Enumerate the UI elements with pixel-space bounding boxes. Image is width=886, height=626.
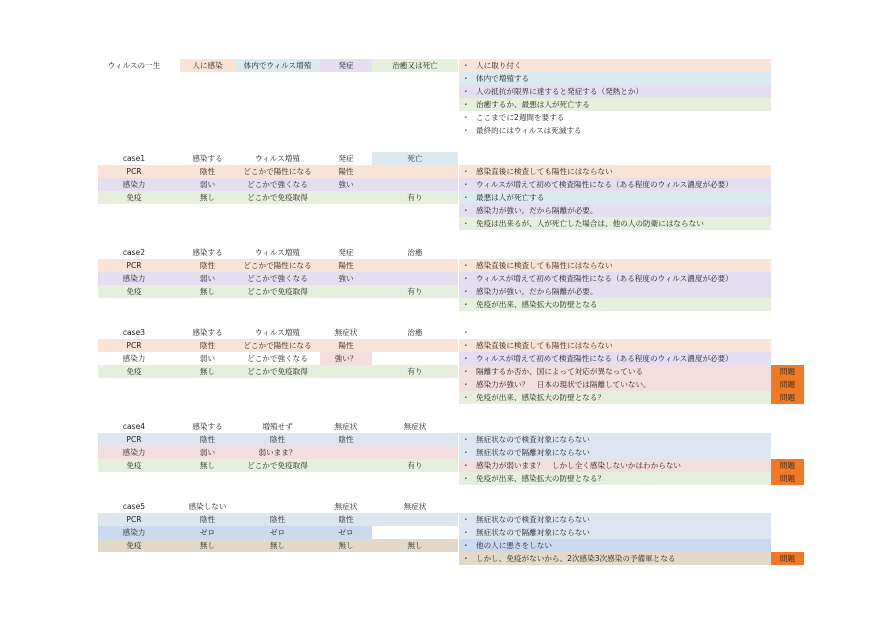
note-text: ここまでに2週間を要する xyxy=(476,113,565,122)
bullet: ・ xyxy=(462,261,470,270)
table-cell: ゼロ xyxy=(199,528,216,537)
row-label-pcr: PCR xyxy=(126,261,142,270)
lifecycle-note xyxy=(459,111,771,124)
note-text: 感染直後に検査しても陽性にはならない xyxy=(476,261,613,270)
note-text: ウィルスが増えて初めて検査陽性になる（ある程度のウィルス濃度が必要） xyxy=(476,180,733,189)
table-cell: 強い？ xyxy=(320,352,372,365)
case-note xyxy=(459,513,771,526)
bullet: ・ xyxy=(462,380,470,389)
table-cell: 弱い xyxy=(199,180,216,189)
note-text: 無症状なので隔離対象にならない xyxy=(476,448,590,457)
bullet: ・ xyxy=(462,87,470,96)
case-header: 無症状 xyxy=(334,502,358,511)
note-text: 最悪は人が死亡する xyxy=(476,193,545,202)
table-cell: 陽性 xyxy=(338,167,354,176)
table-cell: どこかで強くなる xyxy=(247,180,308,189)
note-text: 無症状なので検査対象にならない xyxy=(476,435,590,444)
table-cell: どこかで強くなる xyxy=(247,274,308,283)
row-label-pcr: PCR xyxy=(126,167,142,176)
table-cell: どこかで免疫取得 xyxy=(247,367,308,376)
case-header: 感染しない xyxy=(188,502,227,511)
table-cell: 無し xyxy=(199,287,216,296)
case-header: 感染する xyxy=(192,154,223,163)
case-header: 発症 xyxy=(338,154,354,163)
case-header: 増殖せず xyxy=(262,422,293,431)
row-label-immunity: 免疫 xyxy=(126,287,142,296)
note-text: 免疫が出来、感染拡大の防壁となる？ xyxy=(476,474,606,483)
case-header: ウィルス増殖 xyxy=(255,328,300,337)
stage-outcome: 治癒又は死亡 xyxy=(372,59,458,72)
row-label-pcr: PCR xyxy=(126,435,142,444)
table-cell: どこかで強くなる xyxy=(247,354,308,363)
table-cell: どこかで陽性になる xyxy=(243,341,312,350)
case-note xyxy=(459,165,771,178)
problem-flag: 問題 xyxy=(771,378,804,391)
bullet: ・ xyxy=(462,113,470,122)
bullet: ・ xyxy=(462,393,470,402)
table-cell: 陰性 xyxy=(338,435,354,444)
table-cell: 無し xyxy=(199,541,216,550)
note-text: ウィルスが増えて初めて検査陽性になる（ある程度のウィルス濃度が必要） xyxy=(476,274,733,283)
case-note xyxy=(459,433,771,446)
bullet: ・ xyxy=(462,180,470,189)
table-cell: 無し xyxy=(338,541,354,550)
case-header: 感染する xyxy=(192,248,223,257)
case-header: 感染する xyxy=(192,328,223,337)
table-cell: 陰性 xyxy=(199,515,216,524)
row-label-pcr: PCR xyxy=(126,341,142,350)
case-title: case3 xyxy=(122,328,146,337)
table-cell: どこかで免疫取得 xyxy=(247,287,308,296)
stage-replication: 体内でウィルス増殖 xyxy=(235,59,320,72)
table-cell: 弱い xyxy=(199,354,216,363)
bullet: ・ xyxy=(462,219,470,228)
table-cell: 陰性 xyxy=(199,341,216,350)
row-label-infectivity: 感染力 xyxy=(122,448,146,457)
case-note xyxy=(459,391,771,404)
bullet: ・ xyxy=(462,300,470,309)
stage-onset: 発症 xyxy=(320,59,372,72)
table-cell: どこかで免疫取得 xyxy=(247,193,308,202)
lifecycle-note xyxy=(459,98,771,111)
case-note xyxy=(459,446,771,459)
case-header: 無症状 xyxy=(403,422,427,431)
table-cell: 弱い xyxy=(199,448,216,457)
note-text: 他の人に悪さをしない xyxy=(476,541,552,550)
bullet: ・ xyxy=(462,100,470,109)
bullet: ・ xyxy=(462,167,470,176)
case-note xyxy=(459,378,771,391)
case-note xyxy=(459,259,771,272)
note-text: 感染直後に検査しても陽性にはならない xyxy=(476,167,613,176)
case-note xyxy=(459,472,771,485)
note-text: 治癒するか、最悪は人が死亡する xyxy=(476,100,590,109)
note-text: 無症状なので隔離対象にならない xyxy=(476,528,590,537)
note-text: 免疫が出来、感染拡大の防壁となる xyxy=(476,300,598,309)
note-text: 人に取り付く xyxy=(476,61,522,70)
case-note xyxy=(459,539,771,552)
note-text: 最終的にはウィルスは死滅する xyxy=(476,126,582,135)
bullet: ・ xyxy=(462,554,470,563)
problem-flag: 問題 xyxy=(771,459,804,472)
table-cell: ゼロ xyxy=(338,528,354,537)
note-text: 免疫が出来、感染拡大の防壁となる？ xyxy=(476,393,606,402)
bullet: ・ xyxy=(462,61,470,70)
bullet: ・ xyxy=(462,341,470,350)
note-text: 体内で増殖する xyxy=(476,74,530,83)
row-label-infectivity: 感染力 xyxy=(122,180,146,189)
note-text: 人の抵抗が限界に達すると発症する（発熱とか） xyxy=(476,87,644,96)
table-cell: 陰性 xyxy=(199,435,216,444)
row-label-immunity: 免疫 xyxy=(126,541,142,550)
problem-flag: 問題 xyxy=(771,365,804,378)
case-note xyxy=(459,217,771,230)
table-cell: 陽性 xyxy=(338,341,354,350)
bullet: ・ xyxy=(462,461,470,470)
table-cell: 有り xyxy=(407,461,423,470)
note-text: 感染力が強い？ 日本の現状では隔離していない。 xyxy=(476,380,651,389)
row-label-pcr: PCR xyxy=(126,515,142,524)
row-label-infectivity: 感染力 xyxy=(122,354,146,363)
case-note xyxy=(459,526,771,539)
case-title: case4 xyxy=(122,422,146,431)
note-text: 隔離するか否か、国によって対応が異なっている xyxy=(476,367,644,376)
bullet: ・ xyxy=(462,287,470,296)
table-cell: 有り xyxy=(407,287,423,296)
table-cell: 無し xyxy=(407,541,423,550)
case-note xyxy=(459,552,771,565)
table-cell: どこかで陽性になる xyxy=(243,261,312,270)
table-cell: 無し xyxy=(199,193,216,202)
case-header: ウィルス増殖 xyxy=(255,248,300,257)
case-note xyxy=(459,339,771,352)
table-cell: 有り xyxy=(407,367,423,376)
bullet: ・ xyxy=(462,274,470,283)
table-cell: 有り xyxy=(407,193,423,202)
row-label-infectivity: 感染力 xyxy=(122,528,146,537)
bullet: ・ xyxy=(462,435,470,444)
lifecycle-note xyxy=(459,72,771,85)
case-note xyxy=(459,204,771,217)
table-cell: 陰性 xyxy=(199,261,216,270)
table-cell: どこかで陽性になる xyxy=(243,167,312,176)
table-cell: 弱いまま？ xyxy=(258,448,297,457)
table-cell: 陰性 xyxy=(269,515,286,524)
problem-flag: 問題 xyxy=(771,472,804,485)
problem-flag: 問題 xyxy=(771,391,804,404)
bullet: ・ xyxy=(462,474,470,483)
case-note xyxy=(459,365,771,378)
note-text: 感染直後に検査しても陽性にはならない xyxy=(476,341,613,350)
table-cell: 陰性 xyxy=(338,515,354,524)
case-note xyxy=(459,272,771,285)
bullet: ・ xyxy=(462,448,470,457)
case-header: 治癒 xyxy=(407,248,423,257)
case-note xyxy=(459,459,771,472)
case-header: 治癒 xyxy=(407,328,423,337)
bullet: ・ xyxy=(462,206,470,215)
case-header: ウィルス増殖 xyxy=(255,154,300,163)
lifecycle-note xyxy=(459,124,771,137)
case-header: 無症状 xyxy=(334,422,358,431)
note-text: 免疫は出来るが、人が死亡した場合は、他の人の防衛にはならない xyxy=(476,219,704,228)
lifecycle-label: ウィルスの一生 xyxy=(107,61,161,70)
case-note xyxy=(459,352,771,365)
table-cell: どこかで免疫取得 xyxy=(247,461,308,470)
note-text: ウィルスが増えて初めて検査陽性になる（ある程度のウィルス濃度が必要） xyxy=(476,354,733,363)
case-note xyxy=(459,285,771,298)
note-text: 感染力が強い。だから隔離が必要。 xyxy=(476,287,598,296)
table-cell: ゼロ xyxy=(269,528,286,537)
case-header: 感染する xyxy=(192,422,223,431)
note-text: 無症状なので検査対象にならない xyxy=(476,515,590,524)
bullet: ・ xyxy=(462,126,470,135)
note-text: 感染力が弱いまま？ しかし全く感染しないかはわからない xyxy=(476,461,682,470)
table-cell: 陰性 xyxy=(199,167,216,176)
case-title: case5 xyxy=(122,502,146,511)
case-note xyxy=(459,191,771,204)
table-cell: 無し xyxy=(199,461,216,470)
note-text: 感染力が強い。だから隔離が必要。 xyxy=(476,206,598,215)
case-header: 発症 xyxy=(338,248,354,257)
lifecycle-note xyxy=(459,85,771,98)
case-title: case1 xyxy=(122,154,146,163)
case-header: 死亡 xyxy=(372,152,458,165)
row-label-immunity: 免疫 xyxy=(126,193,142,202)
row-label-infectivity: 感染力 xyxy=(122,274,146,283)
case-title: case2 xyxy=(122,248,146,257)
bullet: ・ xyxy=(462,515,470,524)
bullet: ・ xyxy=(462,74,470,83)
stage-infection: 人に感染 xyxy=(180,59,235,72)
empty-bullet xyxy=(459,326,499,339)
table-cell: 強い xyxy=(338,180,354,189)
table-cell: 陰性 xyxy=(269,435,286,444)
table-cell: 弱い xyxy=(199,274,216,283)
note-text: しかし、免疫がないから、2次感染3次感染の予備軍となる xyxy=(476,554,676,563)
case-note xyxy=(459,298,771,311)
row-label-immunity: 免疫 xyxy=(126,367,142,376)
table-cell: 陽性 xyxy=(338,261,354,270)
lifecycle-note xyxy=(459,59,771,72)
bullet: ・ xyxy=(462,328,470,337)
problem-flag: 問題 xyxy=(771,552,804,565)
case-note xyxy=(459,178,771,191)
table-cell: 無し xyxy=(199,367,216,376)
bullet: ・ xyxy=(462,193,470,202)
table-cell: 強い xyxy=(338,274,354,283)
bullet: ・ xyxy=(462,528,470,537)
table-cell: 無し xyxy=(269,541,286,550)
row-label-immunity: 免疫 xyxy=(126,461,142,470)
bullet: ・ xyxy=(462,367,470,376)
bullet: ・ xyxy=(462,354,470,363)
case-header: 無症状 xyxy=(334,328,358,337)
case-header: 無症状 xyxy=(403,502,427,511)
bullet: ・ xyxy=(462,541,470,550)
